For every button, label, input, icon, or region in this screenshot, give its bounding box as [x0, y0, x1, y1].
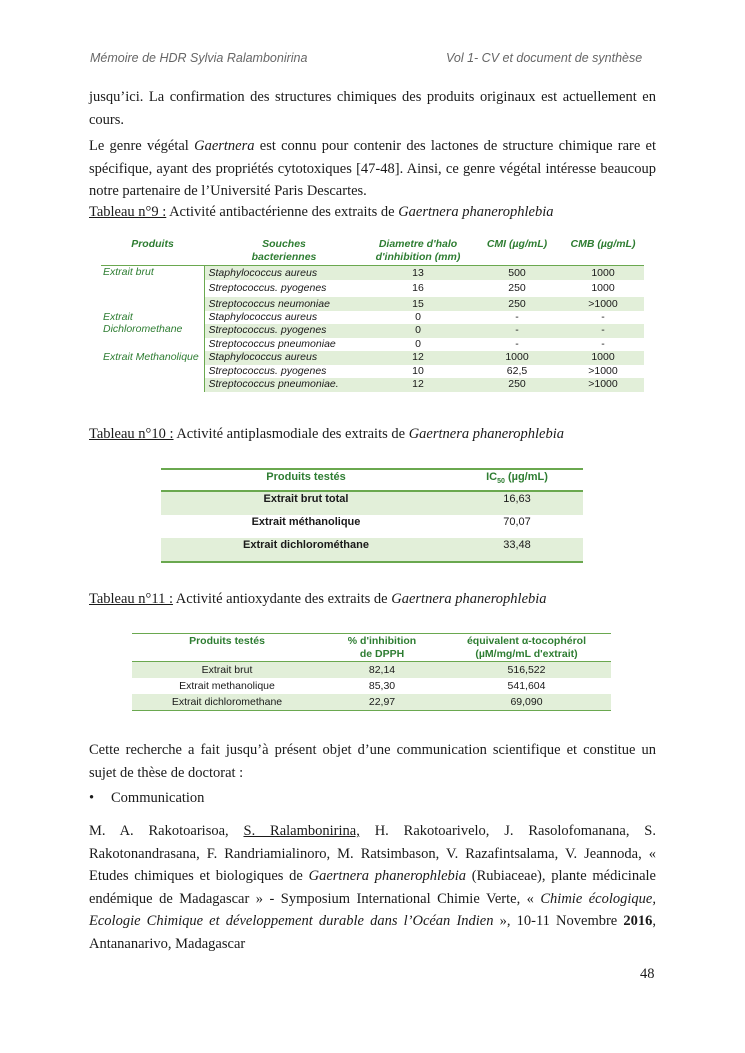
- table-row: Streptococcus pneumoniae. 12 250 >1000: [101, 378, 644, 392]
- running-header-left: Mémoire de HDR Sylvia Ralambonirina: [90, 51, 308, 65]
- table-row: Extrait dichlorométhane 33,48: [161, 538, 583, 562]
- table11-caption: Tableau n°11 : Activité antioxydante des extraits de Gaertnera phanerophlebia: [89, 591, 547, 607]
- bullet-icon: •: [89, 790, 95, 806]
- col-header-cmb: CMB (µg/mL): [562, 237, 644, 266]
- antioxidant-table: [132, 633, 611, 711]
- antiplasmodial-table: [161, 468, 583, 563]
- page-number: 48: [640, 966, 655, 982]
- paragraph-1: jusqu’ici. La confirmation des structures chimiques des produits originaux est actuellement en cours.: [89, 89, 656, 128]
- table-row: Streptococcus neumoniae 15 250 >1000: [101, 297, 644, 311]
- product-cell: Extrait Methanolique: [101, 351, 204, 392]
- col-header-tocopherol: équivalent α-tocophérol (µM/mg/mL d'extrait): [442, 634, 611, 662]
- table-row: Streptococcus. pyogenes 0 - -: [101, 324, 644, 338]
- col-header-souches: Souches bacteriennes: [204, 237, 364, 266]
- running-header-right: Vol 1- CV et document de synthèse: [446, 51, 643, 65]
- table-row: Extrait brut 82,14 516,522: [132, 662, 611, 679]
- product-cell: Extrait brut: [101, 266, 204, 311]
- table-row: Extrait méthanolique 70,07: [251, 515, 531, 528]
- table-row: Streptococcus pneumoniae 0 - -: [208, 337, 605, 350]
- table-row: Extrait methanolique 85,30 541,604: [179, 679, 546, 692]
- col-header-dpph: % d'inhibition de DPPH: [322, 634, 442, 662]
- col-header-produits: Produits testés: [161, 469, 451, 491]
- product-cell: Extrait Dichloromethane: [101, 311, 204, 351]
- col-header-cmi: CMI (µg/mL): [472, 237, 562, 266]
- col-header-produits: Produits testés: [132, 634, 322, 662]
- table-row: Extrait brut Staphylococcus aureus 13 500 1000: [101, 266, 644, 280]
- table-row: Streptococcus. pyogenes 10 62,5 >1000: [208, 364, 618, 377]
- antibacterial-table: [101, 237, 644, 392]
- genus-name: Gaertnera: [194, 138, 255, 154]
- bullet-communication: • Communication: [89, 790, 205, 806]
- paragraph-3: Cette recherche a fait jusqu’à présent objet d’une communication scientifique et constitue un sujet de thèse de doctorat :: [89, 742, 656, 781]
- col-header-produits: Produits: [101, 237, 204, 266]
- paragraph-2: Le genre végétal Gaertnera est connu pour contenir des lactones de structure chimique rare et spécifique, ayant des propriétés cytotoxiques [47-48]. Ainsi, ce genre végétal intéresse beaucoup notre partenaire de l’Université Paris Descartes.: [89, 138, 656, 199]
- table9-caption: Tableau n°9 : Activité antibactérienne des extraits de Gaertnera phanerophlebia: [89, 204, 554, 220]
- col-header-ic50: $IC_{50}$ (µg/mL): [451, 469, 583, 491]
- table-row: Streptococcus. pyogenes 16 250 1000: [208, 281, 615, 294]
- author-self: S. Ralambonirina,: [243, 823, 360, 839]
- table-row: Extrait Dichloromethane Staphylococcus aureus 0 - -: [101, 311, 644, 324]
- table10-caption: Tableau n°10 : Activité antiplasmodiale des extraits de Gaertnera phanerophlebia: [89, 426, 565, 442]
- table-row: Extrait Methanolique Staphylococcus aureus 12 1000 1000: [101, 351, 644, 365]
- col-header-halo: Diametre d'halo d'inhibition (mm): [364, 237, 472, 266]
- communication-reference: M. A. Rakotoarisoa, S. Ralambonirina, H. Rakotoarivelo, J. Rasolofomanana, S. Rakotonandrasana, F. Randriamialinoro, M. Ratsimbason, V. Razafintsalama, V. Jeannoda, « Etudes chimiques et biologiques de Gaertnera phanerophlebia (Rubiaceae), plante médicinale endémique de Madagascar » - Symposium International Chimie Verte, « Chimie écologique, Ecologie Chimique et développement durable dans l’Océan Indien », 10-11 Novembre 2016, Antananarivo, Madagascar: [89, 823, 656, 952]
- table-row: Extrait brut total 16,63: [161, 491, 583, 515]
- table-row: Extrait dichloromethane 22,97 69,090: [132, 694, 611, 711]
